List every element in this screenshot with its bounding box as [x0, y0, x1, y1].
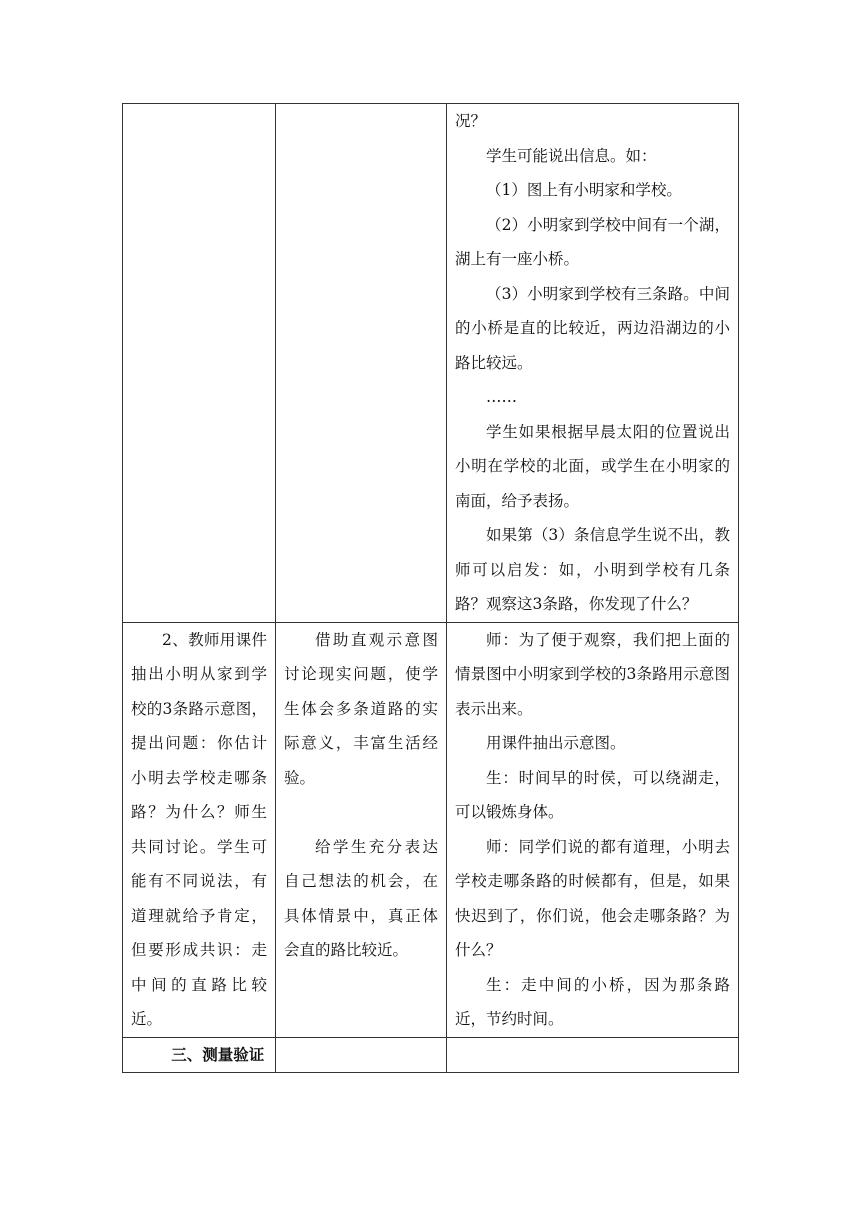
paragraph: 师：同学们说的都有道理，小明去学校走哪条路的时候都有，但是，如果快迟到了，你们说，他会走哪条路？为什么？: [455, 837, 730, 959]
paragraph: 师：为了便于观察，我们把上面的情景图中小明家到学校的3条路用示意图表示出来。: [455, 630, 730, 718]
row2-col3-cell: [447, 622, 739, 1037]
table-row: [123, 1037, 739, 1073]
paragraph: 给学生充分表达自己想法的机会，在具体情景中，真正体会直的路比较近。: [284, 837, 438, 959]
row3-col2-cell: [276, 1037, 447, 1073]
table-row: [123, 104, 739, 623]
paragraph: （3）小明家到学校有三条路。中间的小桥是直的比较近，两边沿湖边的小路比较远。: [455, 284, 730, 372]
table-row: [123, 622, 739, 1037]
row3-col3-cell: [447, 1037, 739, 1073]
paragraph: 2、教师用课件抽出小明从家到学校的3条路示意图，提出问题：你估计小明去学校走哪条路？为什么？师生共同讨论。学生可能有不同说法，有道理就给予肯定，但要形成共识：走中间的直路比较近。: [131, 630, 267, 1028]
lesson-plan-table: [122, 103, 739, 1073]
row1-col2-cell: [276, 104, 447, 623]
row2-col1-cell: [123, 622, 276, 1037]
row3-col1-cell: [123, 1037, 276, 1073]
paragraph: 借助直观示意图讨论现实问题，使学生体会多条道路的实际意义，丰富生活经验。: [284, 630, 438, 787]
paragraph: （1）图上有小明家和学校。: [486, 181, 682, 199]
paragraph: 生：时间早的时侯，可以绕湖走，可以锻炼身体。: [455, 768, 730, 821]
paragraph: 用课件抽出示意图。: [486, 734, 626, 752]
row2-col2-cell: [276, 622, 447, 1037]
paragraph: （2）小明家到学校中间有一个湖，湖上有一座小桥。: [455, 215, 730, 268]
paragraph: 生：走中间的小桥，因为那条路近，节约时间。: [455, 975, 730, 1028]
paragraph: 况？: [455, 112, 487, 130]
row1-col1-cell: [123, 104, 276, 623]
paragraph: 学生如果根据早晨太阳的位置说出小明在学校的北面，或学生在小明家的南面，给予表扬。: [455, 422, 730, 510]
section-heading: 三、测量验证: [171, 1044, 265, 1064]
paragraph: 如果第（3）条信息学生说不出，教师可以启发：如，小明到学校有几条路？观察这3条路，你发现了什么？: [455, 526, 730, 613]
paragraph: 学生可能说出信息。如：: [486, 146, 657, 165]
paragraph: ……: [486, 388, 517, 406]
row1-col3-cell: [447, 104, 739, 623]
